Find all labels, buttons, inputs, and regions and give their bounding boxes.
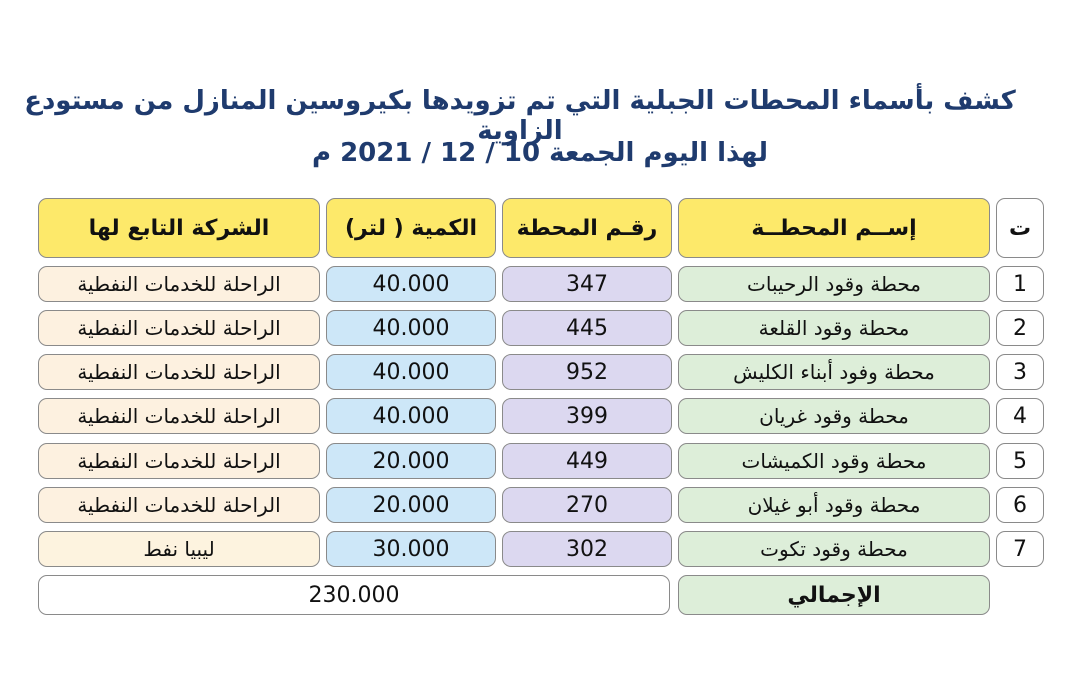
row-1-company: الراحلة للخدمات النفطية [38,266,320,302]
header-quantity: الكمية ( لتر) [326,198,496,258]
row-4-index: 4 [996,398,1044,434]
page-subtitle-date: لهذا اليوم الجمعة 10 / 12 / 2021 م [311,138,769,168]
row-2-company: الراحلة للخدمات النفطية [38,310,320,346]
row-7-quantity: 30.000 [326,531,496,567]
row-4-station-number: 399 [502,398,672,434]
row-6-quantity: 20.000 [326,487,496,523]
row-6-station-name: محطة وقود أبو غيلان [678,487,990,523]
row-5-index: 5 [996,443,1044,479]
row-4-company: الراحلة للخدمات النفطية [38,398,320,434]
row-7-index: 7 [996,531,1044,567]
row-5-station-name: محطة وقود الكميشات [678,443,990,479]
row-7-company: ليبيا نفط [38,531,320,567]
header-company: الشركة التابع لها [38,198,320,258]
header-index: ت [996,198,1044,258]
row-1-quantity: 40.000 [326,266,496,302]
row-6-station-number: 270 [502,487,672,523]
header-station-number: رقـم المحطة [502,198,672,258]
row-6-index: 6 [996,487,1044,523]
row-3-station-name: محطة وفود أبناء الكليش [678,354,990,390]
row-3-quantity: 40.000 [326,354,496,390]
row-5-quantity: 20.000 [326,443,496,479]
row-5-station-number: 449 [502,443,672,479]
row-3-index: 3 [996,354,1044,390]
row-3-station-number: 952 [502,354,672,390]
row-1-index: 1 [996,266,1044,302]
total-label: الإجمالي [678,575,990,615]
page-title: كشف بأسماء المحطات الجبلية التي تم تزويدها بكيروسين المنازل من مستودع الزاوية [24,86,1016,146]
row-4-station-name: محطة وقود غريان [678,398,990,434]
row-2-index: 2 [996,310,1044,346]
row-7-station-number: 302 [502,531,672,567]
row-2-quantity: 40.000 [326,310,496,346]
row-3-company: الراحلة للخدمات النفطية [38,354,320,390]
row-4-quantity: 40.000 [326,398,496,434]
total-value: 230.000 [38,575,670,615]
row-6-company: الراحلة للخدمات النفطية [38,487,320,523]
row-1-station-name: محطة وقود الرحيبات [678,266,990,302]
row-1-station-number: 347 [502,266,672,302]
row-2-station-number: 445 [502,310,672,346]
row-5-company: الراحلة للخدمات النفطية [38,443,320,479]
header-station-name: إســم المحطــة [678,198,990,258]
row-7-station-name: محطة وقود تكوت [678,531,990,567]
row-2-station-name: محطة وقود القلعة [678,310,990,346]
